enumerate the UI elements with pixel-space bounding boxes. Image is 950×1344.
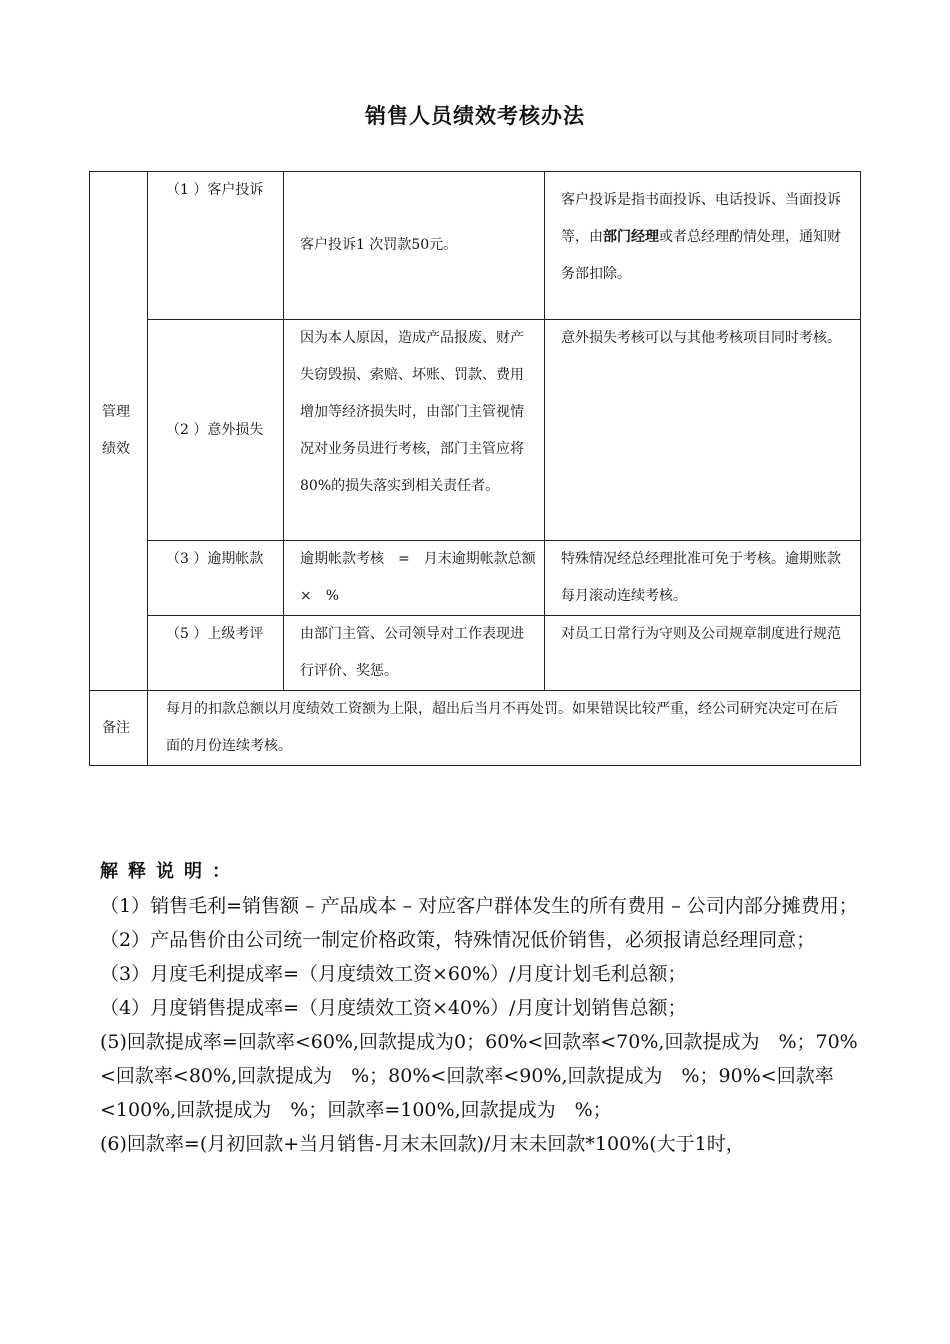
explanation-paragraph: （1）销售毛利=销售额 – 产品成本 – 对应客户群体发生的所有费用 – 公司内部分摊费用； — [100, 895, 858, 917]
category-label: 管理绩效 — [102, 404, 130, 457]
item-cell — [148, 172, 284, 320]
item-cell — [148, 616, 284, 691]
note-cell — [545, 172, 861, 320]
item-label: （3 ）逾期帐款 — [166, 551, 264, 567]
description-cell — [284, 541, 545, 616]
category-cell-management — [90, 172, 148, 691]
description-text: 客户投诉1 次罚款50元。 — [300, 237, 458, 253]
item-cell — [148, 320, 284, 541]
note-text-after: 或者总经理酌情处理，通知财务部扣除。 — [561, 229, 841, 282]
description-text: 由部门主管、公司领导对工作表现进行评价、奖惩。 — [300, 626, 524, 679]
description-cell — [284, 172, 545, 320]
item-cell — [148, 541, 284, 616]
note-text: 意外损失考核可以与其他考核项目同时考核。 — [561, 330, 841, 346]
explanation-paragraph: (5)回款提成率=回款率<60%,回款提成为0；60%<回款率<70%,回款提成为 %；70%<回款率<80%,回款提成为 %；80%<回款率<90%,回款提成为 %；90%<回款率<100%,回款提成为 %；回款率=100%,回款提成为 %； — [100, 1031, 858, 1121]
explanation-paragraph: (6)回款率=(月初回款+当月销售-月末未回款)/月末未回款*100%(大于1时， — [100, 1133, 745, 1155]
document-title: 销售人员绩效考核办法 — [365, 104, 585, 128]
item-label: （2 ）意外损失 — [166, 421, 264, 438]
table-row — [90, 541, 861, 616]
item-label: （1 ）客户投诉 — [166, 182, 264, 198]
note-text: 特殊情况经总经理批准可免于考核。逾期账款每月滚动连续考核。 — [561, 551, 841, 604]
remark-cell — [148, 691, 861, 766]
table-row — [90, 691, 861, 766]
note-cell — [545, 320, 861, 541]
table-row — [90, 320, 861, 541]
explanation-heading: 解释说明： — [100, 861, 240, 882]
table-row — [90, 616, 861, 691]
explanation-paragraph: （2）产品售价由公司统一制定价格政策，特殊情况低价销售，必须报请总经理同意； — [100, 929, 816, 951]
category-label: 备注 — [102, 719, 130, 736]
description-cell — [284, 616, 545, 691]
item-label: （5 ）上级考评 — [166, 626, 264, 642]
explanation-paragraph: （4）月度销售提成率=（月度绩效工资×40%）/月度计划销售总额； — [100, 997, 687, 1019]
note-cell — [545, 616, 861, 691]
description-text: 因为本人原因，造成产品报废、财产失窃毁损、索赔、坏账、罚款、费用增加等经济损失时，由部门主管视情况对业务员进行考核，部门主管应将80%的损失落实到相关责任者。 — [300, 330, 524, 494]
note-bold-text: 部门经理 — [603, 229, 659, 245]
explanation-paragraph: （3）月度毛利提成率=（月度绩效工资×60%）/月度计划毛利总额； — [100, 963, 687, 985]
note-text: 客户投诉是指书面投诉、电话投诉、当面投诉等，由 — [561, 192, 841, 245]
performance-table — [89, 171, 861, 766]
description-text: 逾期帐款考核 = 月末逾期帐款总额× % — [300, 551, 536, 604]
note-cell — [545, 541, 861, 616]
explanation-section — [100, 855, 860, 1161]
category-cell-remark — [90, 691, 148, 766]
table-row — [90, 172, 861, 320]
remark-text: 每月的扣款总额以月度绩效工资额为上限，超出后当月不再处罚。如果错误比较严重，经公司研究决定可在后面的月份连续考核。 — [166, 701, 838, 754]
description-cell — [284, 320, 545, 541]
note-text: 对员工日常行为守则及公司规章制度进行规范 — [561, 626, 841, 642]
